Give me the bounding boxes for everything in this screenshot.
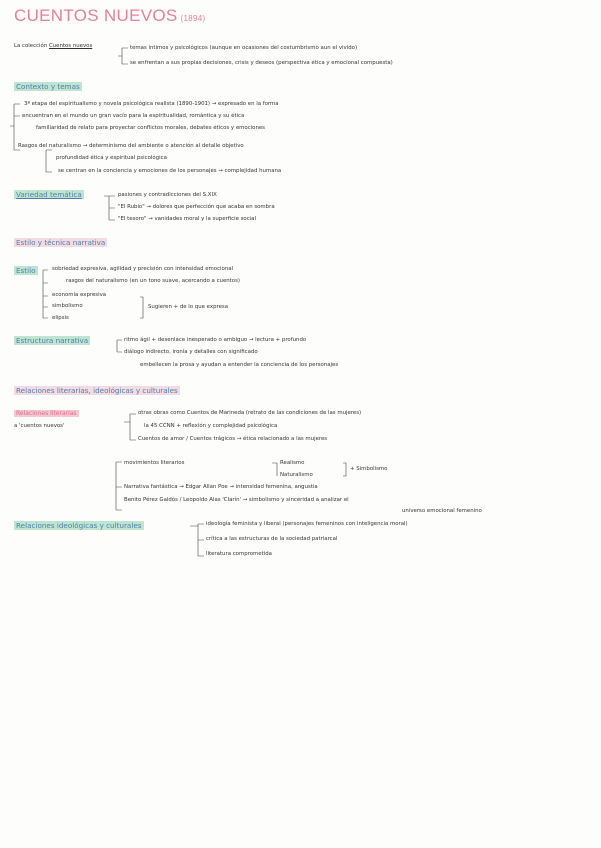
relaciones-literarias-label: Relaciones literarias [16,410,77,417]
section-heading-variedad: Variedad temática [16,190,82,199]
document-title [14,6,205,26]
estilo-line-3: economía expresiva [52,292,107,298]
ideo-line-3: literatura comprometida [206,551,272,557]
estructura-line-3: embellecen la prosa y ayudan a entender la conciencia de los personajes [140,362,339,368]
intro-underlined: Cuentos nuevos [48,43,93,49]
lit-line-1: otras obras como Cuentos de Marineda (retrato de las condiciones de las mujeres) [138,410,362,416]
contexto-line-3: familiaridad de relato para proyectar conflictos morales, debates éticos y emociones [36,125,265,131]
contexto-line-5: profundidad ética y espiritual psicológica [56,155,167,161]
contexto-line-2: encuentran en el mundo un gran vacío para la espiritualidad, romántica y su ética [22,113,245,119]
title-year: (1894) [180,14,206,23]
lit-line-6: Naturalismo [280,472,313,478]
estructura-line-1: ritmo ágil + desenlace inesperado o ambiguo → lectura + profundo [124,337,307,343]
ideo-line-2: crítica a las estructuras de la sociedad patriarcal [206,536,338,542]
variedad-line-1: pasiones y contradicciones del S.XIX [118,192,217,198]
estilo-brace-note: Sugieren + de lo que expresa [148,304,229,310]
variedad-line-2: "El Rubio" → dolores que perfección que acaba en sombra [118,204,275,210]
contexto-line-6: se centran en la conciencia y emociones de los personajes → complejidad humana [58,168,282,174]
lit-line-8: Narrativa fantástica → Edgar Allan Poe → intensidad femenina, angustia [124,484,318,490]
lit-line-7: + Simbolismo [350,466,388,472]
relaciones-ideologicas-label: Relaciones ideológicas y culturales [16,521,142,530]
relaciones-literarias-sublabel: a 'cuentos nuevos' [14,423,65,429]
ideo-line-1: ideología feminista y liberal (personajes femeninos con inteligencia moral) [206,521,408,527]
section-heading-estilo: Estilo y técnica narrativa [16,238,106,247]
section-heading-relaciones: Relaciones literarias, ideológicas y culturales [16,386,178,395]
contexto-line-4: Rasgos del naturalismo → determinismo del ambiente o atención al detalle objetivo [18,143,244,149]
lit-line-4: movimientos literarios [124,460,185,466]
intro-label: La colección Cuentos nuevos [14,43,93,49]
contexto-line-1: 3ª etapa del espiritualismo y novela psicológica realista (1890-1901) → expresado en la forma [24,101,279,107]
intro-line-2: se enfrentan a sus propias decisiones, crisis y deseos (perspectiva ética y emocional compuesta) [130,60,393,66]
lit-line-9: Benito Pérez Galdós / Leopoldo Alas 'Clarín' → simbolismo y sinceridad a analizar el [124,497,349,503]
section-heading-contexto: Contexto y temas [16,82,80,91]
estilo-line-1: sobriedad expresiva, agilidad y precisión con intensidad emocional [52,266,234,272]
lit-line-3: Cuentos de amor / Cuentos trágicos → ética relacionado a las mujeres [138,436,328,442]
estilo-line-5: elipsis [52,315,69,321]
estructura-line-2: diálogo indirecto, ironía y detalles con significado [124,349,258,355]
lit-line-2: la 45 CCNN + reflexión y complejidad psicológica [144,423,278,429]
intro-line-1: temas íntimos y psicológicos (aunque en ocasiones del costumbrismo aun el vivido) [130,45,358,51]
lit-line-5: Realismo [280,460,305,466]
estilo-line-2: rasgos del naturalismo (en un tono suave, acercando a cuentos) [66,278,241,284]
variedad-line-3: "El tesoro" → vanidades moral y la superficie social [118,216,256,222]
estilo-label: Estilo [16,266,36,275]
estructura-label: Estructura narrativa [16,336,89,345]
estilo-line-4: simbolismo [52,303,83,309]
title-text: CUENTOS NUEVOS [14,6,178,25]
lit-line-10: universo emocional femenino [402,508,482,514]
